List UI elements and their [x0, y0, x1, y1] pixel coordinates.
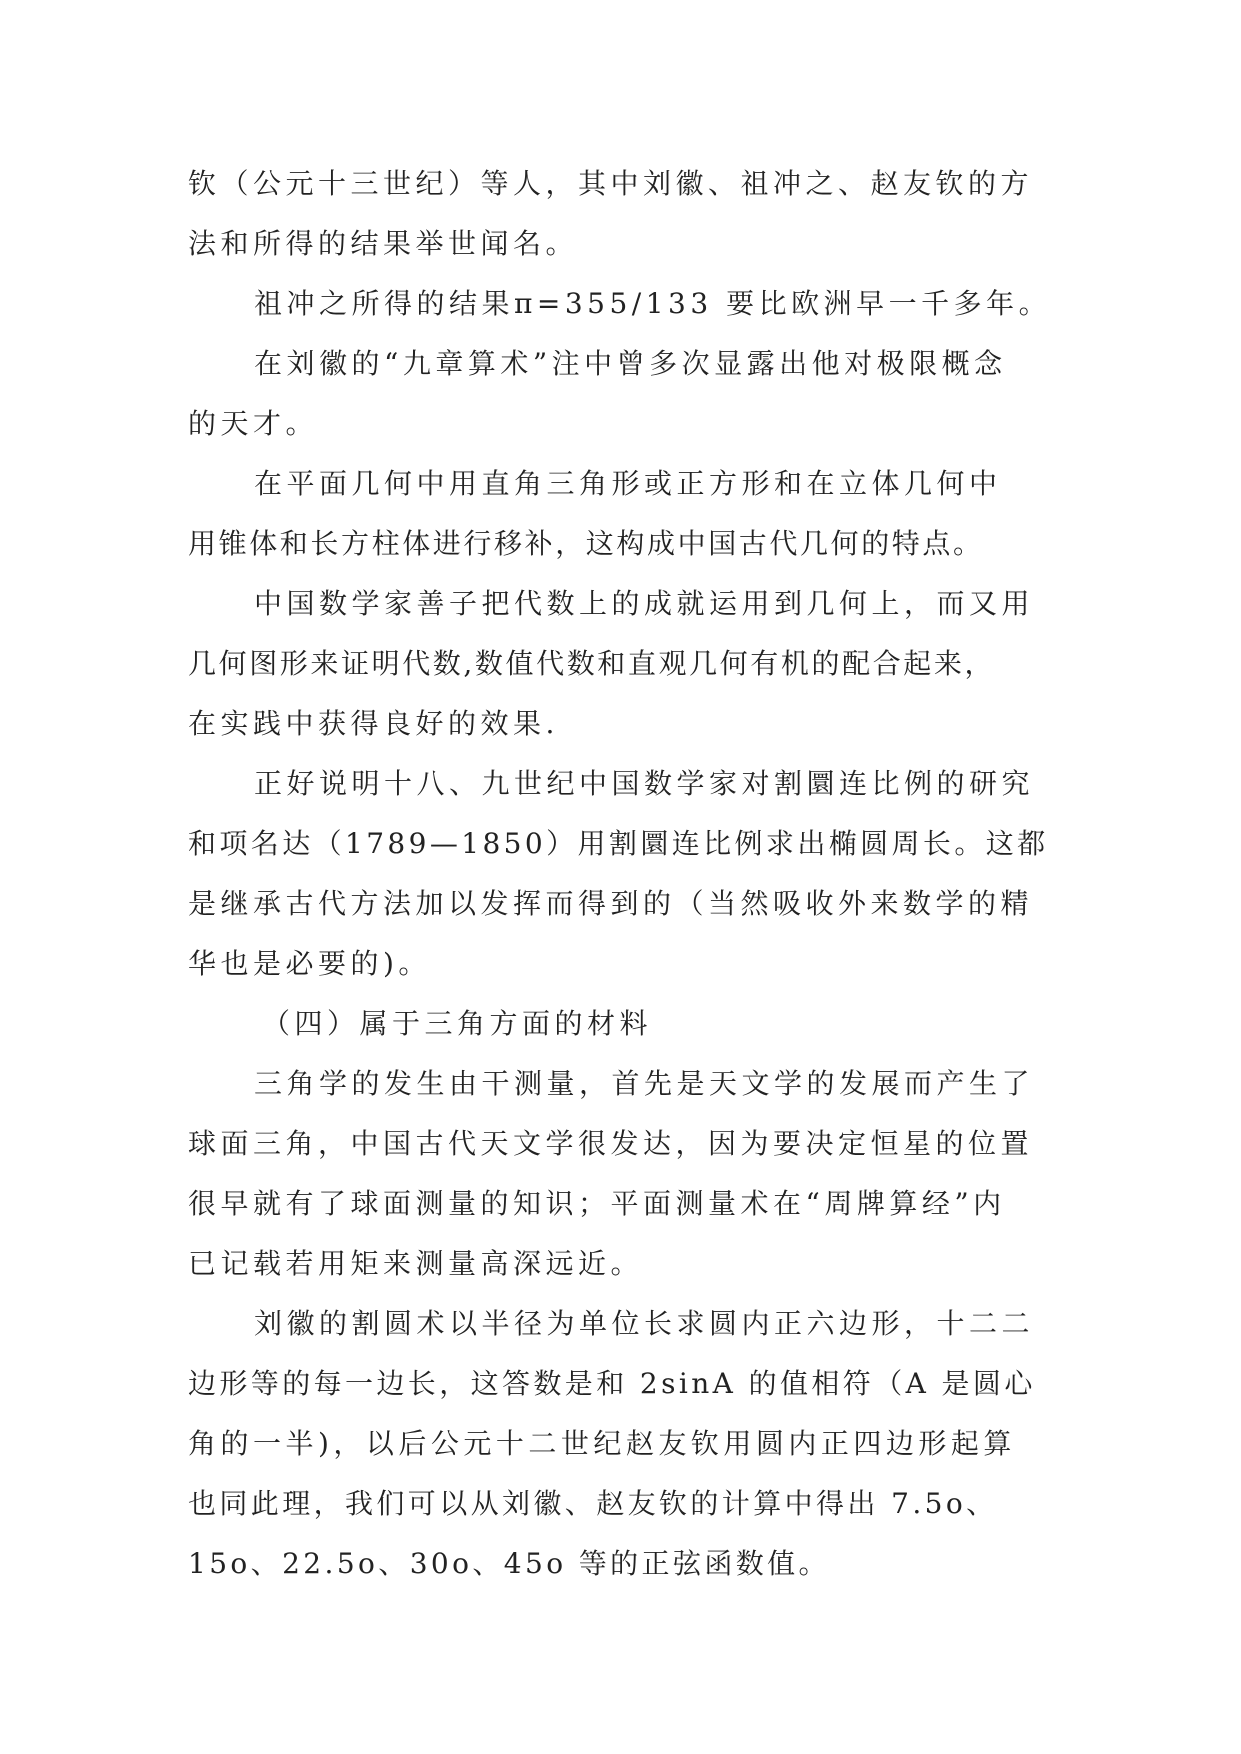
text-line: 几何图形来证明代数,数值代数和直观几何有机的配合起来，	[188, 647, 996, 680]
paragraph-trigonometry: 三角学的发生由干测量，首先是天文学的发展而产生了	[254, 1067, 1035, 1100]
text-line: 的天才。	[188, 407, 319, 440]
paragraph-zu-chongzhi: 祖冲之所得的结果π=355/133 要比欧洲早一千多年。	[254, 287, 1052, 320]
text-line: 华也是必要的)。	[188, 947, 431, 980]
text-line: 钦（公元十三世纪）等人，其中刘徽、祖冲之、赵友钦的方	[188, 167, 1034, 200]
paragraph-circle-division: 刘徽的割圆术以半径为单位长求圆内正六边形，十二二	[254, 1307, 1035, 1340]
document-body	[188, 154, 1068, 1594]
text-line: 角的一半)，以后公元十二世纪赵友钦用圆内正四边形起算	[188, 1427, 1016, 1460]
text-line: 和项名达（1789—1850）用割圜连比例求出椭圆周长。这都	[188, 827, 1049, 860]
text-line: 15o、22.5o、30o、45o 等的正弦函数值。	[188, 1547, 830, 1580]
text-line: 也同此理，我们可以从刘徽、赵友钦的计算中得出 7.5o、	[188, 1487, 998, 1520]
text-line: 用锥体和长方柱体进行移补，这构成中国古代几何的特点。	[188, 527, 984, 560]
text-line: 边形等的每一边长，这答数是和 2sinA 的值相符（A 是圆心	[188, 1367, 1036, 1400]
text-line: 是继承古代方法加以发挥而得到的（当然吸收外来数学的精	[188, 887, 1034, 920]
paragraph-geometry: 在平面几何中用直角三角形或正方形和在立体几何中	[254, 467, 1002, 500]
paragraph-ellipse: 正好说明十八、九世纪中国数学家对割圜连比例的研究	[254, 767, 1035, 800]
text-line: 法和所得的结果举世闻名。	[188, 227, 579, 260]
section-heading: （四）属于三角方面的材料	[262, 1007, 653, 1040]
text-line: 很早就有了球面测量的知识；平面测量术在“周牌算经”内	[188, 1187, 1006, 1220]
text-line: 已记载若用矩来测量高深远近。	[188, 1247, 644, 1280]
paragraph-algebra: 中国数学家善子把代数上的成就运用到几何上，而又用	[254, 587, 1035, 620]
paragraph-liu-hui: 在刘徽的“九章算术”注中曾多次显露出他对极限概念	[254, 347, 1007, 380]
text-line: 球面三角，中国古代天文学很发达，因为要决定恒星的位置	[188, 1127, 1034, 1160]
text-line: 在实践中获得良好的效果.	[188, 707, 559, 740]
